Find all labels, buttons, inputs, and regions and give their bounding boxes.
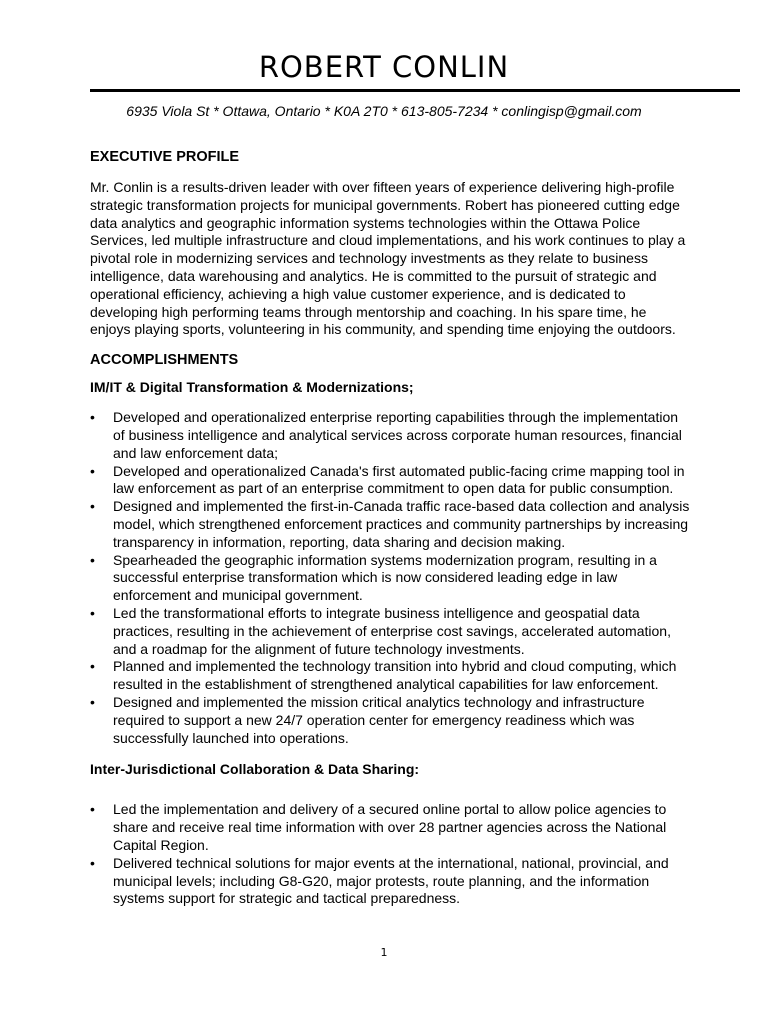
- list-item: [90, 605, 690, 658]
- bullet-icon: •: [90, 498, 95, 515]
- list-item-text: Designed and implemented the first-in-Canada traffic race-based data collection and analysis model, which strengthened enforcement practices and community partnerships by increasing transparency in information, reporting, data sharing and decision making.: [113, 498, 690, 550]
- header-divider: [90, 89, 740, 92]
- list-item-text: Led the transformational efforts to integrate business intelligence and geospatial data practices, resulting in the achievement of enterprise cost savings, accelerated automation, and a roadmap for the alignment of future technology investments.: [113, 604, 671, 657]
- collaboration-list: [90, 801, 690, 908]
- resume-body: [90, 148, 690, 908]
- section-spacer: [90, 747, 690, 760]
- bullet-icon: •: [90, 801, 95, 818]
- digital-transformation-list: [90, 409, 690, 747]
- list-item: [90, 409, 690, 462]
- list-item: [90, 855, 690, 908]
- bullet-icon: •: [90, 409, 95, 426]
- list-item-text: Delivered technical solutions for major events at the international, national, provincial, and municipal levels; including G8-G20, major protests, route planning, and the information systems support for strategic and tactical preparedness.: [113, 854, 669, 907]
- bullet-icon: •: [90, 551, 95, 568]
- contact-line: 6935 Viola St * Ottawa, Ontario * K0A 2T0 * 613-805-7234 * conlingisp@gmail.com: [126, 103, 642, 119]
- bullet-icon: •: [90, 693, 95, 710]
- executive-profile-text: Mr. Conlin is a results-driven leader with over fifteen years of experience delivering high-profile strategic transformation projects for municipal governments. Robert has pioneered cutting edge data analytics and geographic information systems technologies within the Ottawa Police Services, led multiple infrastructure and cloud implementations, and his work continues to play a pivotal role in modernizing services and technology investments as they relate to business intelligence, data warehousing and analytics. He is committed to the pursuit of strategic and operational efficiency, achieving a high value customer experience, and is dedicated to developing high performing teams through mentorship and coaching. In his spare time, he enjoys playing sports, volunteering in his community, and spending time enjoying the outdoors.: [90, 179, 686, 338]
- executive-profile-heading: EXECUTIVE PROFILE: [90, 149, 240, 165]
- bullet-icon: •: [90, 658, 95, 675]
- bullet-icon: •: [90, 604, 95, 621]
- list-item-text: Designed and implemented the mission critical analytics technology and infrastructure required to support a new 24/7 operation center for emergency readiness which was successfully launched into operations.: [113, 693, 645, 746]
- list-item-text: Led the implementation and delivery of a secured online portal to allow police agencies to share and receive real time information with over 28 partner agencies across the National Capital Region.: [113, 801, 667, 853]
- list-item: [90, 552, 690, 605]
- list-item: [90, 801, 690, 854]
- list-item-text: Developed and operationalized enterprise reporting capabilities through the implementation of business intelligence and analytical services across corporate human resources, financial and law enforcement data;: [113, 409, 682, 461]
- list-item: [90, 658, 690, 694]
- list-item-text: Spearheaded the geographic information systems modernization program, resulting in a successful enterprise transformation which is now considered leading edge in law enforcement and municipal government.: [113, 551, 657, 604]
- list-item-text: Developed and operationalized Canada's first automated public-facing crime mapping tool in law enforcement as part of an enterprise commitment to open data for public consumption.: [113, 462, 685, 497]
- list-item-text: Planned and implemented the technology transition into hybrid and cloud computing, which resulted in the establishment of strengthened analytical capabilities for law enforcement.: [113, 658, 677, 693]
- bullet-icon: •: [90, 854, 95, 871]
- group-title-collaboration: Inter-Jurisdictional Collaboration & Data Sharing:: [90, 761, 420, 778]
- accomplishments-heading: ACCOMPLISHMENTS: [90, 352, 239, 369]
- bullet-icon: •: [90, 462, 95, 479]
- resume-name: ROBERT CONLIN: [258, 50, 510, 84]
- group-title-digital-transformation: IM/IT & Digital Transformation & Modernizations;: [90, 379, 414, 396]
- list-item: [90, 498, 690, 551]
- page-number: 1: [380, 946, 388, 959]
- list-item: [90, 463, 690, 499]
- list-item: [90, 694, 690, 747]
